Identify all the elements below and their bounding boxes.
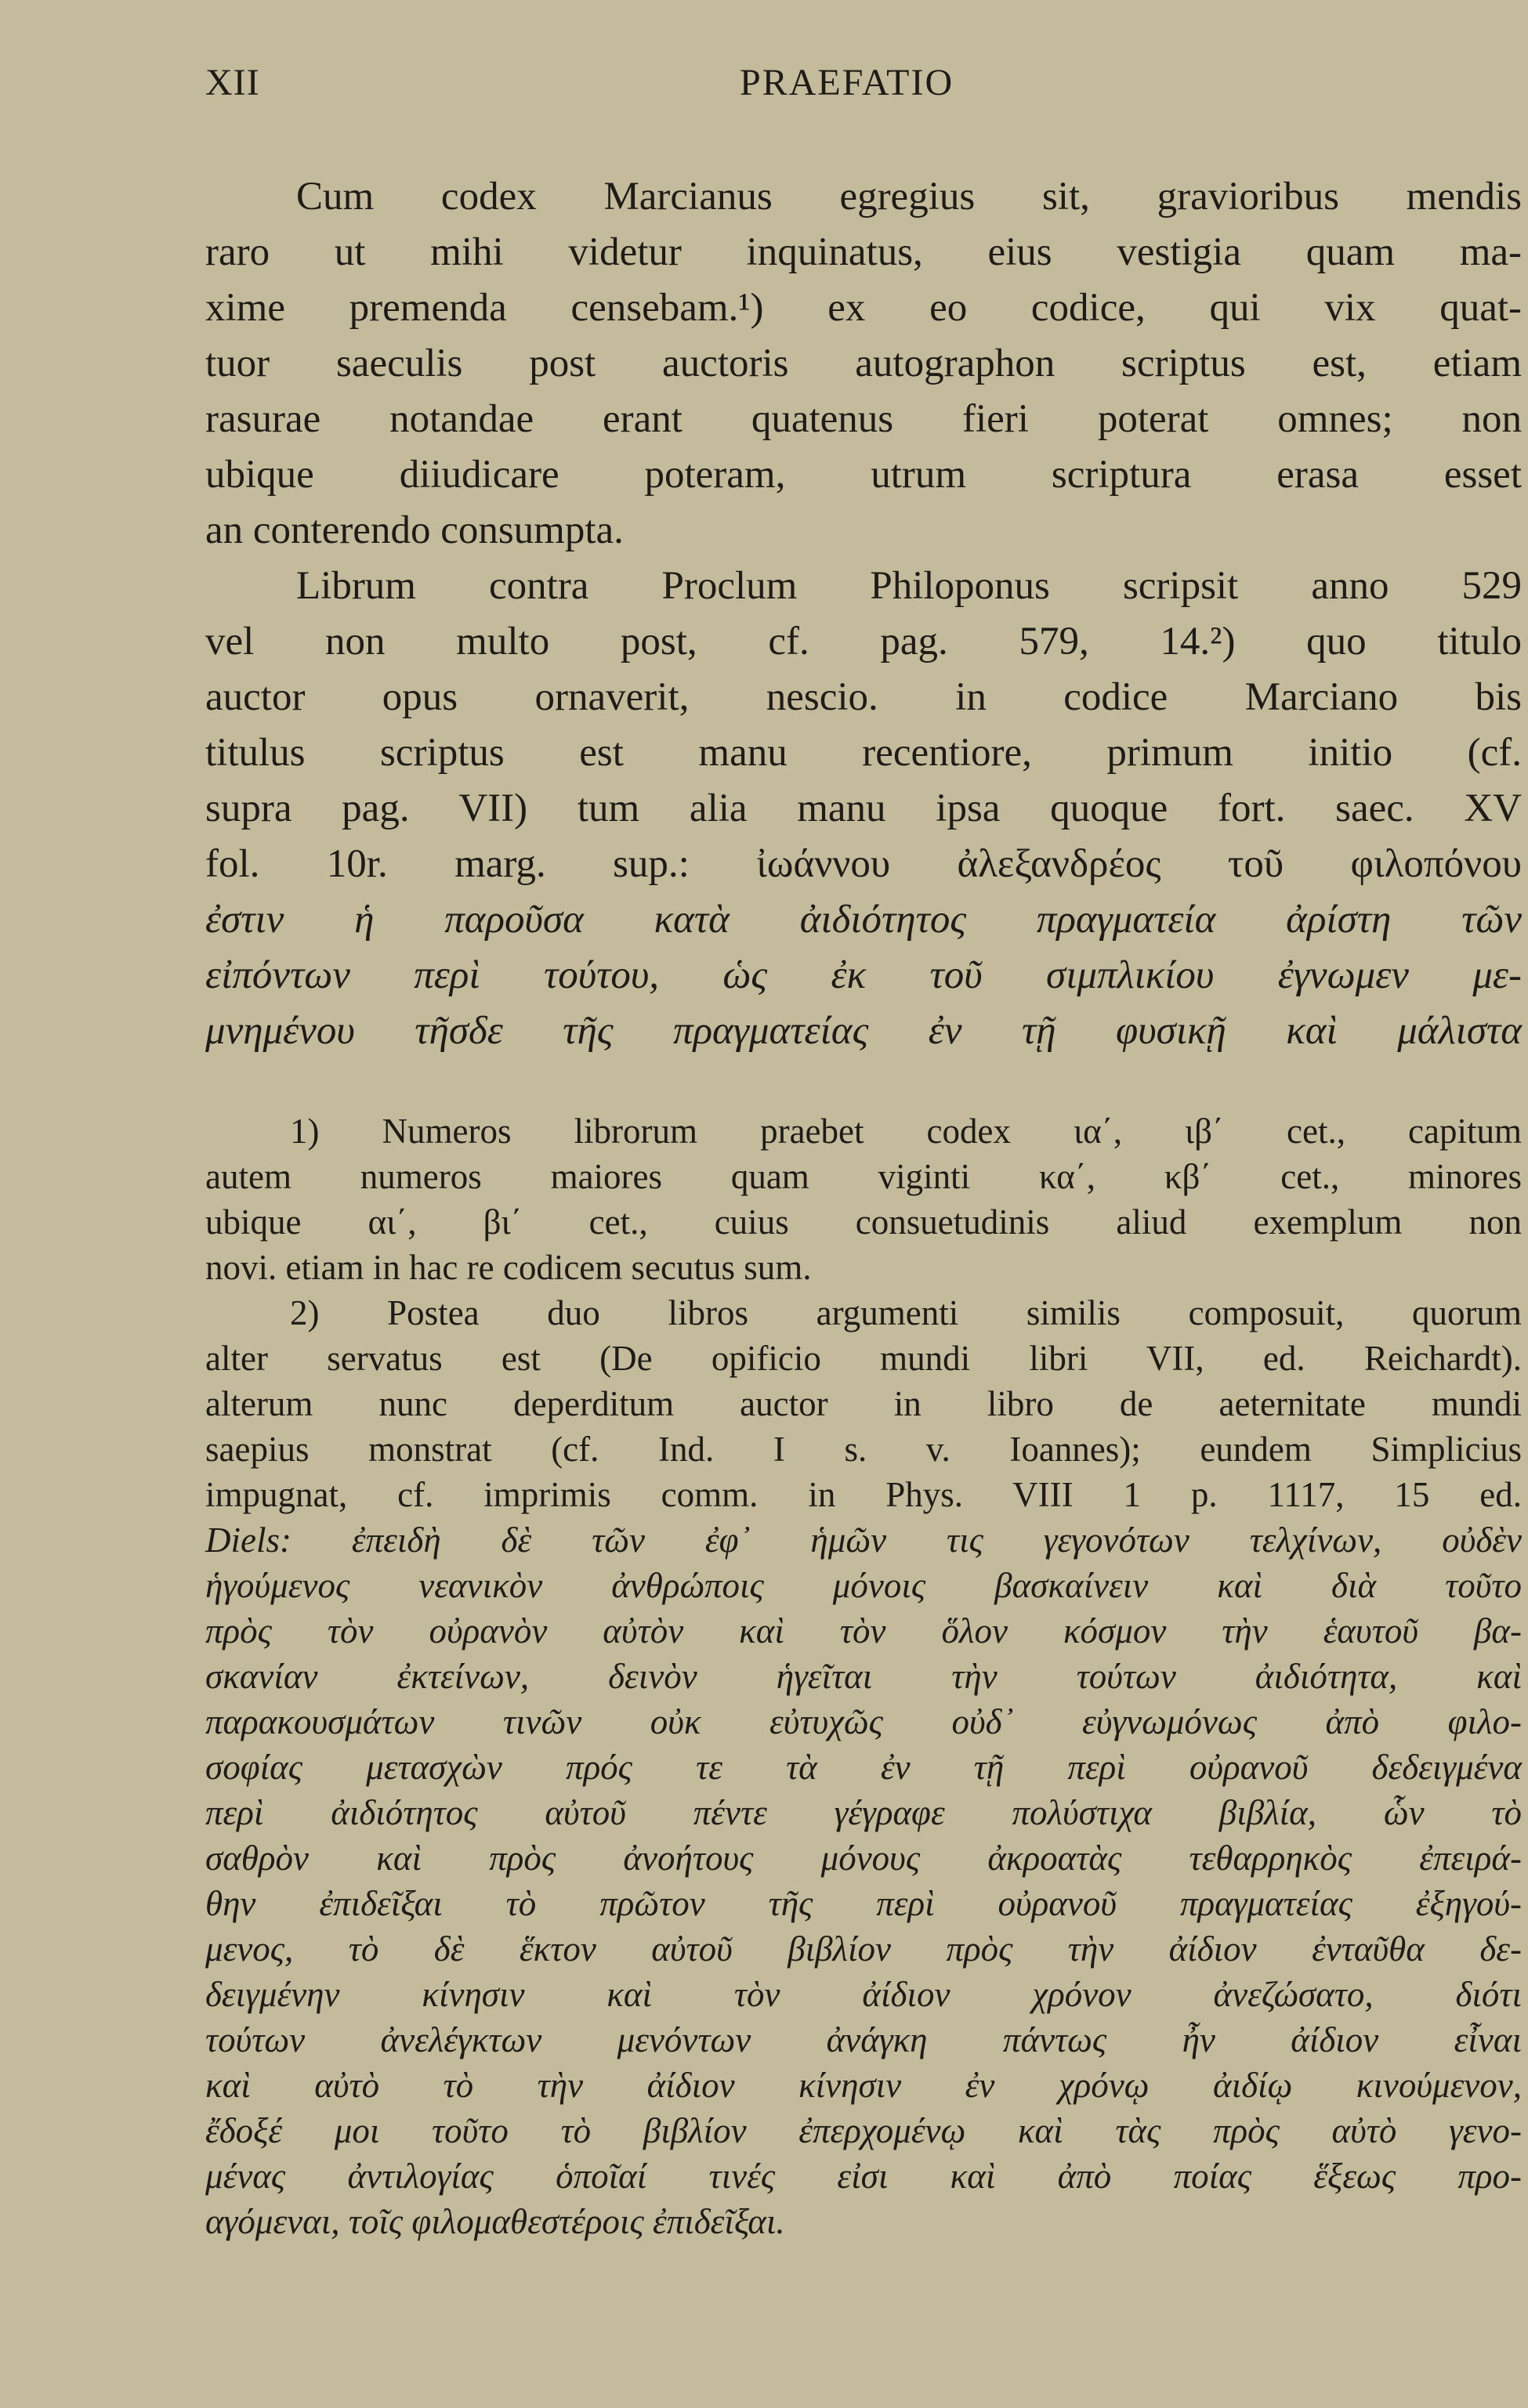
footnote-line: σοφίας μετασχὼν πρός τε τὰ ἐν τῇ περὶ οὐρανοῦ δεδειγμένα — [205, 1748, 1522, 1787]
footnote-line: Diels: ἐπειδὴ δὲ τῶν ἐφ᾽ ἡμῶν τις γεγονότων τελχίνων, οὐδὲν — [205, 1520, 1522, 1560]
footnote-line: novi. etiam in hac re codicem secutus sum. — [205, 1248, 812, 1287]
footnote-line: alter servatus est (De opificio mundi libri VII, ed. Reichardt). — [205, 1339, 1522, 1378]
body-line: ubique diiudicare poteram, utrum scriptura erasa esset — [205, 453, 1522, 497]
footnote-line: δειγμένην κίνησιν καὶ τὸν ἀίδιον χρόνον ἀνεζώσατο, διότι — [205, 1975, 1522, 2014]
footnote-line: αγόμεναι, τοῖς φιλομαθεστέροις ἐπιδεῖξαι. — [205, 2202, 785, 2241]
footnote-line: παρακουσμάτων τινῶν οὐκ εὐτυχῶς οὐδ᾽ εὐγνωμόνως ἀπὸ φιλο- — [205, 1702, 1522, 1741]
body-line: an conterendo consumpta. — [205, 508, 624, 552]
footnote-line: 1) Numeros librorum praebet codex ια΄, ιβ΄ cet., capitum — [290, 1112, 1522, 1151]
running-title: PRAEFATIO — [740, 62, 954, 103]
body-line: vel non multo post, cf. pag. 579, 14.²) quo titulo — [205, 620, 1522, 663]
footnote-line: σαθρὸν καὶ πρὸς ἀνοήτους μόνους ἀκροατὰς τεθαρρηκὸς ἐπειρά- — [205, 1839, 1522, 1878]
footnote-line: μένας ἀντιλογίας ὁποῖαί τινές εἰσι καὶ ἀπὸ ποίας ἕξεως προ- — [205, 2157, 1522, 2196]
running-header — [205, 61, 1523, 116]
footnote-line: autem numeros maiores quam viginti κα΄, κβ΄ cet., minores — [205, 1157, 1522, 1196]
body-line: titulus scriptus est manu recentiore, primum initio (cf. — [205, 731, 1522, 775]
footnote-line: 2) Postea duo libros argumenti similis composuit, quorum — [290, 1293, 1522, 1332]
footnote-line: saepius monstrat (cf. Ind. I s. v. Ioannes); eundem Simplicius — [205, 1430, 1522, 1469]
body-line: ἐστιν ἡ παροῦσα κατὰ ἀιδιότητος πραγματεία ἀρίστη τῶν — [205, 898, 1522, 942]
footnote-line: τούτων ἀνελέγκτων μενόντων ἀνάγκη πάντως ἦν ἀίδιον εἶναι — [205, 2020, 1522, 2059]
footnote-line: alterum nunc deperditum auctor in libro de aeternitate mundi — [205, 1384, 1522, 1423]
footnote-line: impugnat, cf. imprimis comm. in Phys. VIII 1 p. 1117, 15 ed. — [205, 1475, 1522, 1514]
footnote-line: ἡγούμενος νεανικὸν ἀνθρώποις μόνοις βασκαίνειν καὶ διὰ τοῦτο — [205, 1566, 1522, 1605]
page-number: XII — [205, 62, 260, 103]
footnote-line: μενος, τὸ δὲ ἕκτον αὐτοῦ βιβλίον πρὸς τὴν ἀίδιον ἐνταῦθα δε- — [205, 1929, 1522, 1969]
footnote-line: πρὸς τὸν οὐρανὸν αὐτὸν καὶ τὸν ὅλον κόσμον τὴν ἑαυτοῦ βα- — [205, 1611, 1522, 1651]
footnote-line: καὶ αὐτὸ τὸ τὴν ἀίδιον κίνησιν ἐν χρόνῳ ἀιδίῳ κινούμενον, — [205, 2066, 1522, 2105]
body-line: εἰπόντων περὶ τούτου, ὡς ἐκ τοῦ σιμπλικίου ἐγνωμεν με- — [205, 953, 1522, 997]
body-line: rasurae notandae erant quatenus fieri poterat omnes; non — [205, 397, 1522, 441]
body-line: Librum contra Proclum Philoponus scripsit anno 529 — [296, 564, 1522, 608]
footnote-line: περὶ ἀιδιότητος αὐτοῦ πέντε γέγραφε πολύστιχα βιβλία, ὧν τὸ — [205, 1793, 1522, 1832]
footnote-line: ubique αι΄, βι΄ cet., cuius consuetudinis aliud exemplum non — [205, 1202, 1522, 1242]
body-line: μνημένου τῆσδε τῆς πραγματείας ἐν τῇ φυσικῇ καὶ μάλιστα — [205, 1009, 1522, 1053]
footnote-line: θην ἐπιδεῖξαι τὸ πρῶτον τῆς περὶ οὐρανοῦ πραγματείας ἐξηγού- — [205, 1884, 1522, 1923]
body-line: tuor saeculis post auctoris autographon scriptus est, etiam — [205, 342, 1522, 385]
footnote-line: ἔδοξέ μοι τοῦτο τὸ βιβλίον ἐπερχομένῳ καὶ τὰς πρὸς αὐτὸ γενο- — [205, 2111, 1522, 2150]
body-line: supra pag. VII) tum alia manu ipsa quoque fort. saec. XV — [205, 786, 1522, 830]
footnote-line: σκανίαν ἐκτείνων, δεινὸν ἡγεῖται τὴν τούτων ἀιδιότητα, καὶ — [205, 1657, 1522, 1696]
body-line: xime premenda censebam.¹) ex eo codice, qui vix quat- — [205, 286, 1522, 330]
body-line: auctor opus ornaverit, nescio. in codice Marciano bis — [205, 675, 1522, 719]
body-line: Cum codex Marcianus egregius sit, gravioribus mendis — [296, 175, 1522, 219]
body-line: raro ut mihi videtur inquinatus, eius vestigia quam ma- — [205, 230, 1522, 274]
body-line: fol. 10r. marg. sup.: ἰωάννου ἀλεξανδρέος τοῦ φιλοπόνου — [205, 842, 1522, 886]
